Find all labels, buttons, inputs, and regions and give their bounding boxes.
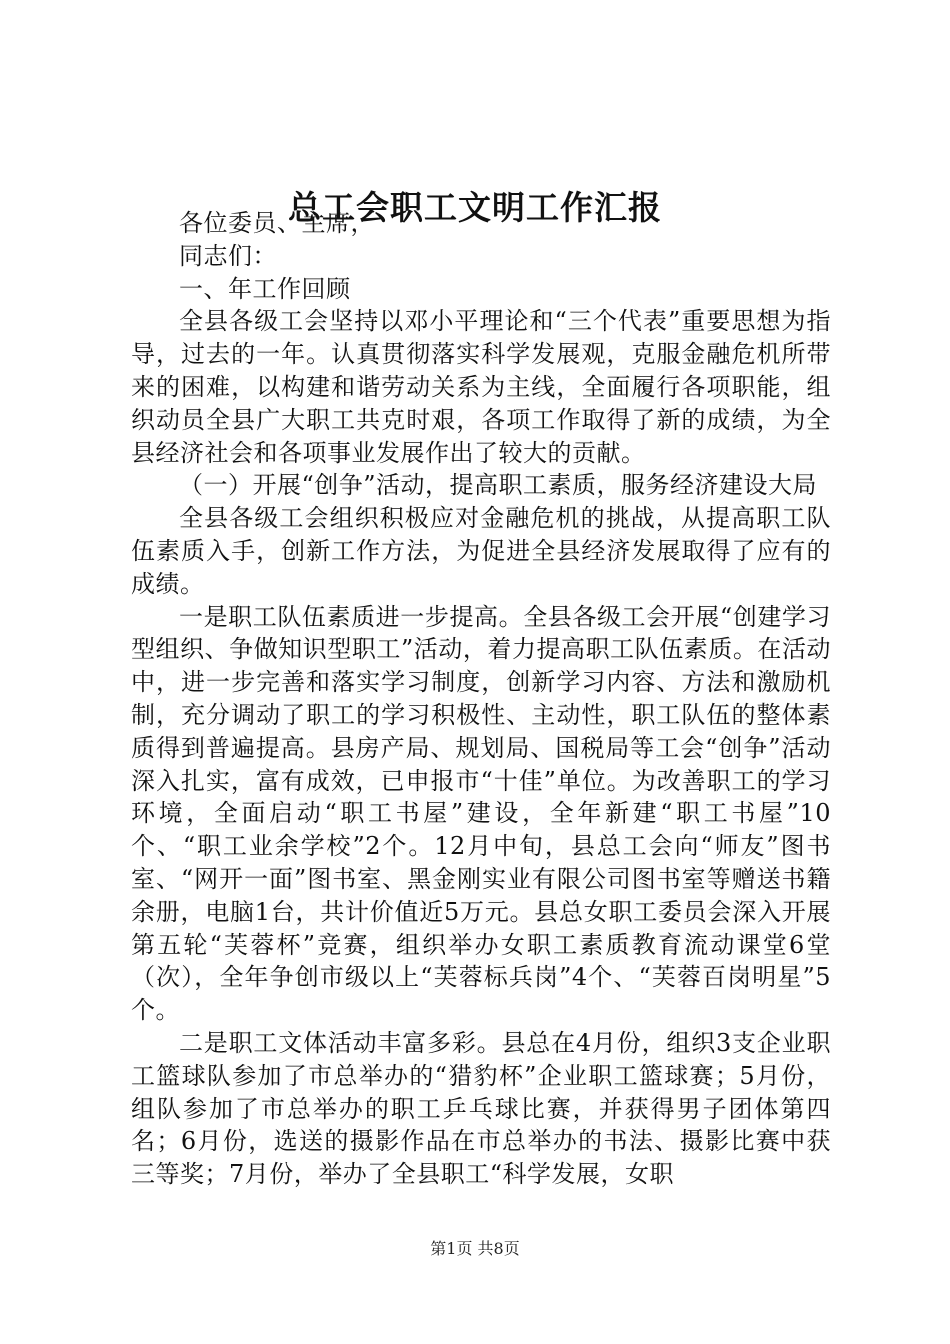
paragraph-overview: 全县各级工会坚持以邓小平理论和“三个代表”重要思想为指导，过去的一年。认真贯彻落实科学发展观，克服金融危机所带来的困难，以构建和谐劳动关系为主线，全面履行各项职能，组织动员全县广大职工共克时艰，各项工作取得了新的成绩，为全县经济社会和各项事业发展作出了较大的贡献。 xyxy=(131,307,831,467)
salutation-committee: 各位委员、主席， xyxy=(179,209,375,237)
document-title: 总工会职工文明工作汇报 xyxy=(288,188,662,227)
paragraph-workforce-quality: 一是职工队伍素质进一步提高。全县各级工会开展“创建学习型组织、争做知识型职工”活动，着力提高职工队伍素质。在活动中，进一步完善和落实学习制度，创新学习内容、方法和激励机制，充分调动了职工的学习积极性、主动性，职工队伍的整体素质得到普遍提高。县房产局、规划局、国税局等工会“创争”活动深入扎实，富有成效，已申报市“十佳”单位。为改善职工的学习环境，全面启动“职工书屋”建设，全年新建“职工书屋”10个、“职工业余学校”2个。12月中旬，县总工会向“师友”图书室、“网开一面”图书室、黑金刚实业有限公司图书室等赠送书籍余册，电脑1台，共计价值近5万元。县总女职工委员会深入开展第五轮“芙蓉杯”竞赛，组织举办女职工素质教育流动课堂6堂（次），全年争创市级以上“芙蓉标兵岗”4个、“芙蓉百岗明星”5个。 xyxy=(131,602,831,1025)
document-body xyxy=(131,207,831,1191)
salutation-comrades: 同志们： xyxy=(179,241,277,270)
paragraph-cultural-sports: 二是职工文体活动丰富多彩。县总在4月份，组织3支企业职工篮球队参加了市总举办的“猎豹杯”企业职工篮球赛；5月份，组队参加了市总举办的职工乒乓球比赛，并获得男子团体第四名；6月份，选送的摄影作品在市总举办的书法、摄影比赛中获三等奖；7月份，举办了全县职工“科学发展，女职 xyxy=(131,1028,831,1189)
page-footer: 第1页 共8页 xyxy=(430,1239,520,1258)
paragraph-financial-crisis: 全县各级工会组织积极应对金融危机的挑战，从提高职工队伍素质入手，创新工作方法，为促进全县经济发展取得了应有的成绩。 xyxy=(131,504,831,598)
subsection-heading-1: （一）开展“创争”活动，提高职工素质，服务经济建设大局 xyxy=(179,471,818,500)
section-heading-review: 一、年工作回顾 xyxy=(179,274,351,303)
